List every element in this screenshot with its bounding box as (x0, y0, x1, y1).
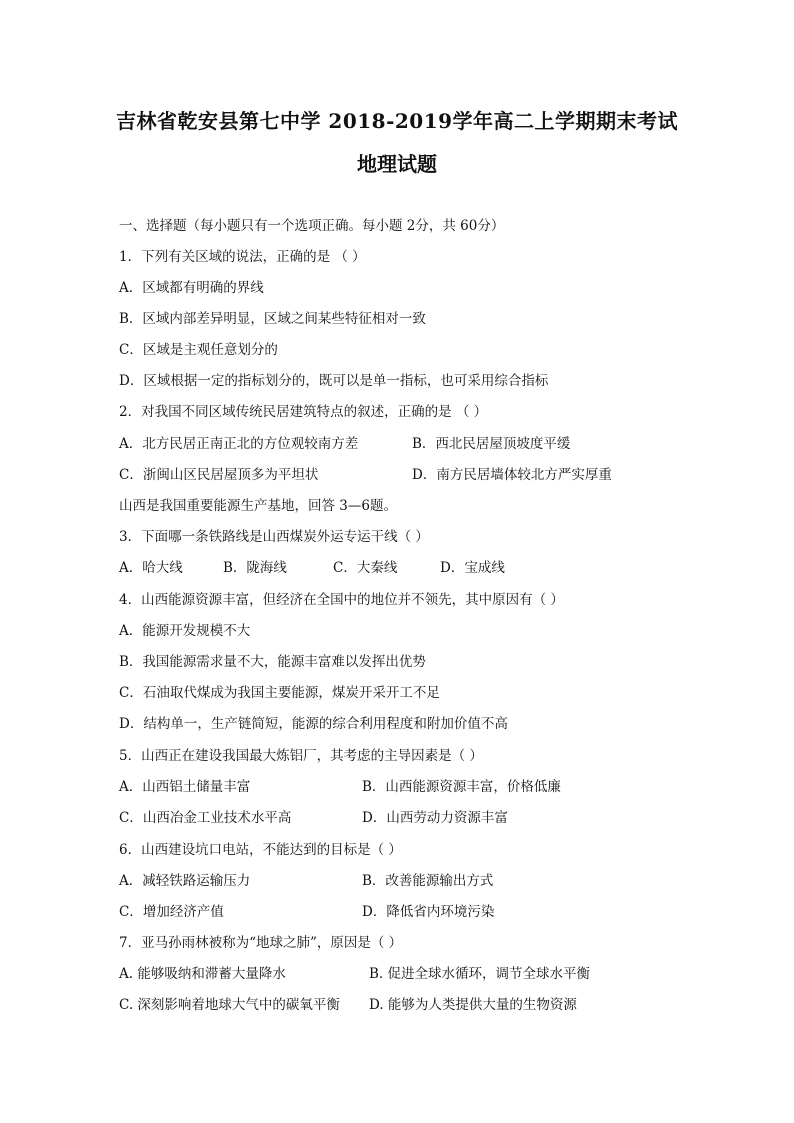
question-1-option-d: D．区域根据一定的指标划分的，既可以是单一指标，也可采用综合指标 (119, 373, 549, 389)
question-6-stem: 6．山西建设坑口电站，不能达到的目标是（ ） (119, 842, 402, 858)
question-3-option-b: B．陇海线 (223, 560, 287, 576)
question-1-option-b: B．区域内部差异明显，区域之间某些特征相对一致 (119, 311, 426, 327)
question-2-stem: 2．对我国不同区域传统民居建筑特点的叙述，正确的是 （ ） (119, 404, 488, 420)
question-5-option-a: A．山西铝土储量丰富 (119, 779, 251, 795)
question-6-option-a: A．减轻铁路运输压力 (119, 873, 251, 889)
question-7-option-c: C. 深刻影响着地球大气中的碳氧平衡 (119, 997, 340, 1013)
question-6-option-c: C．增加经济产值 (119, 904, 224, 920)
question-7-option-d: D. 能够为人类提供大量的生物资源 (369, 997, 577, 1013)
question-7-stem: 7．亚马孙雨林被称为“地球之肺”，原因是（ ） (119, 935, 403, 951)
question-4-option-d: D．结构单一，生产链简短，能源的综合利用程度和附加价值不高 (119, 716, 508, 732)
question-5-option-d: D．山西劳动力资源丰富 (362, 810, 508, 826)
exam-subtitle: 地理试题 (357, 152, 437, 176)
question-2-option-a: A．北方民居正南正北的方位观较南方差 (119, 436, 359, 452)
question-7-option-a: A. 能够吸纳和滞蓄大量降水 (119, 966, 286, 982)
question-6-option-d: D．降低省内环境污染 (362, 904, 495, 920)
group-intro: 山西是我国重要能源生产基地，回答 3—6题。 (119, 498, 397, 514)
question-2-option-c: C．浙闽山区民居屋顶多为平坦状 (119, 467, 319, 483)
question-3-option-a: A．哈大线 (119, 560, 183, 576)
question-5-option-b: B．山西能源资源丰富，价格低廉 (362, 779, 561, 795)
question-1-stem: 1．下列有关区域的说法，正确的是 （ ） (119, 249, 366, 265)
question-2-option-b: B．西北民居屋顶坡度平缓 (412, 436, 571, 452)
question-6-option-b: B．改善能源输出方式 (362, 873, 494, 889)
question-4-option-b: B．我国能源需求量不大，能源丰富难以发挥出优势 (119, 654, 426, 670)
question-4-option-a: A．能源开发规模不大 (119, 623, 251, 639)
question-3-stem: 3．下面哪一条铁路线是山西煤炭外运专运干线（ ） (119, 529, 429, 545)
question-5-stem: 5．山西正在建设我国最大炼铝厂，其考虑的主导因素是（ ） (119, 748, 483, 764)
question-1-option-a: A．区域都有明确的界线 (119, 280, 264, 296)
question-1-option-c: C．区域是主观任意划分的 (119, 342, 278, 358)
question-4-option-c: C．石油取代煤成为我国主要能源，煤炭开采开工不足 (119, 685, 440, 701)
question-7-option-b: B. 促进全球水循环，调节全球水平衡 (369, 966, 591, 982)
question-5-option-c: C．山西冶金工业技术水平高 (119, 810, 292, 826)
question-4-stem: 4．山西能源资源丰富，但经济在全国中的地位并不领先，其中原因有（ ） (119, 592, 564, 608)
question-3-option-d: D．宝成线 (440, 560, 505, 576)
question-2-option-d: D．南方民居墙体较北方严实厚重 (412, 467, 612, 483)
exam-title: 吉林省乾安县第七中学 2018-2019学年高二上学期期末考试 (115, 109, 679, 133)
question-3-option-c: C．大秦线 (333, 560, 398, 576)
section-heading: 一、选择题（每小题只有一个选项正确。每小题 2分，共 60分） (119, 218, 505, 234)
